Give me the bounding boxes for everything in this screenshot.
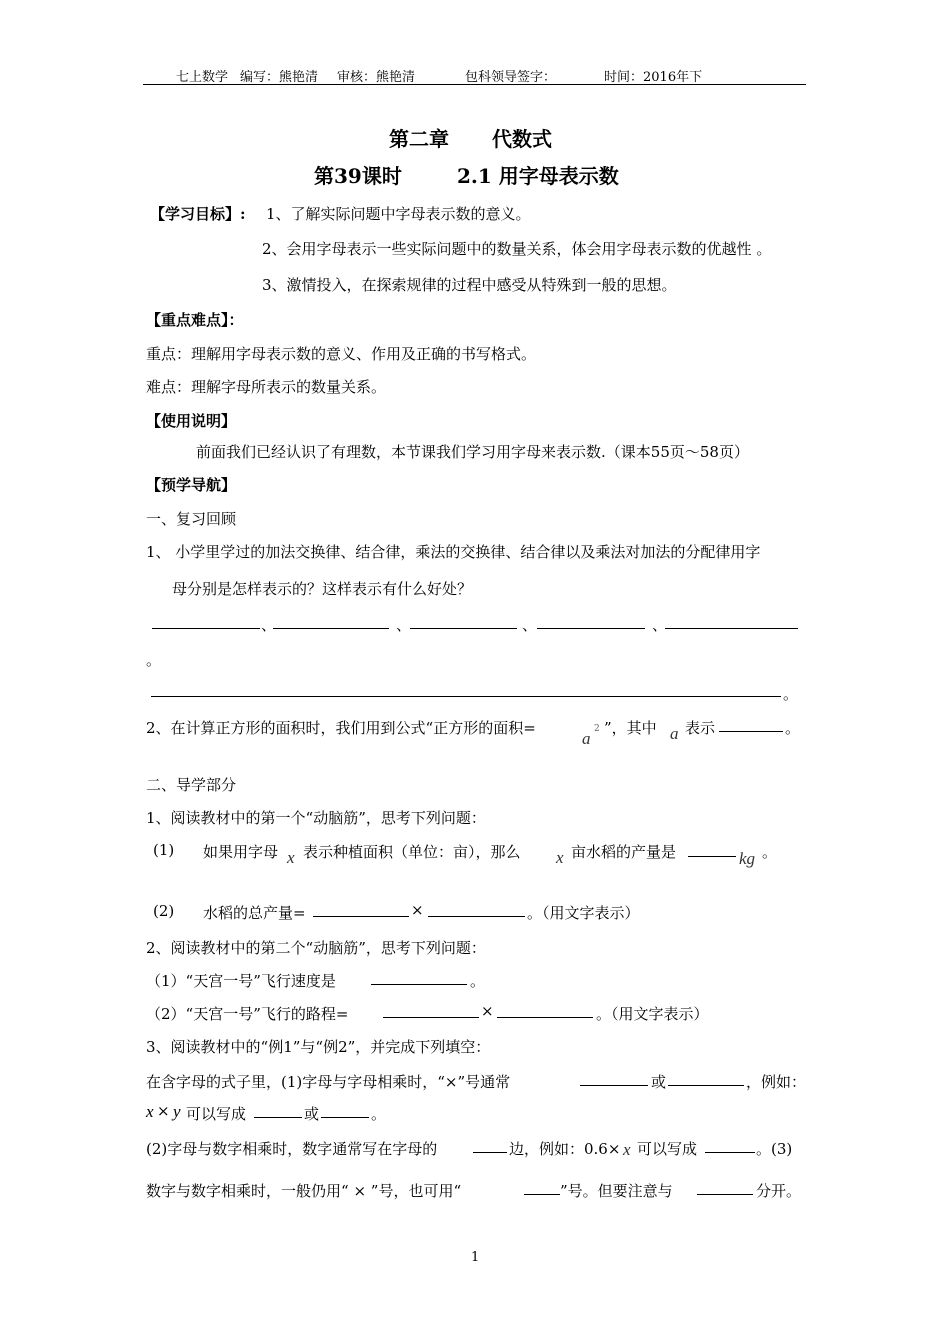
variable-y: y	[173, 1102, 181, 1121]
answer-blank[interactable]	[313, 916, 409, 917]
header-time: 时间：2016年下	[604, 70, 703, 85]
answer-blank[interactable]	[410, 628, 517, 629]
separator: 、	[652, 616, 668, 634]
rule-1-write-as: 可以写成	[186, 1105, 247, 1123]
reading-2-q1: （1）“天宫一号”飞行速度是	[146, 972, 336, 990]
variable-x: x	[556, 848, 564, 867]
usage-text: 前面我们已经认识了有理数，本节课我们学习用字母来表示数.（课本55页～58页）	[196, 443, 749, 461]
goal-item: 2、会用字母表示一些实际问题中的数量关系，体会用字母表示数的优越性 。	[262, 240, 772, 258]
preview-label: 【预学导航】	[146, 476, 237, 494]
unit-kg: kg	[739, 849, 756, 868]
chapter-name: 代数式	[492, 127, 552, 151]
answer-blank[interactable]	[688, 856, 736, 857]
hard-point: 难点：理解字母所表示的数量关系。	[146, 378, 387, 396]
question-2-mid: ”，其中	[604, 719, 657, 737]
variable-x: x	[146, 1102, 154, 1121]
header-sign: 包科领导签字：	[465, 70, 557, 85]
answer-blank[interactable]	[383, 1017, 479, 1018]
goals-label: 【学习目标】:	[150, 205, 246, 223]
period-mark: 。	[470, 972, 486, 990]
reading-1-q2-a: 水稻的总产量=	[203, 904, 306, 922]
rule-2-write-as: 可以写成	[637, 1140, 698, 1158]
answer-blank[interactable]	[537, 628, 645, 629]
rule-3-text: 数字与数字相乘时，一般仍用“ × ”号，也可用“	[146, 1182, 462, 1200]
question-2-text: 2、在计算正方形的面积时，我们用到公式“正方形的面积=	[146, 719, 536, 737]
rule-3-number: 。(3)	[756, 1140, 793, 1158]
period-mark: 。	[762, 843, 778, 861]
keypoints-label: 【重点难点】：	[146, 311, 244, 329]
section-title: 2.1 用字母表示数	[457, 164, 619, 188]
question-1-line1: 1、 小学里学过的加法交换律、结合律，乘法的交换律、结合律以及乘法对加法的分配律用字	[146, 543, 761, 561]
goal-item: 1、了解实际问题中字母表示数的意义。	[266, 205, 531, 223]
answer-blank[interactable]	[524, 1194, 560, 1195]
period-mark: 。	[785, 719, 801, 737]
rule-1-text: 在含字母的式子里，(1)字母与字母相乘时，“×”号通常	[146, 1073, 511, 1091]
reading-1-q1-a: 如果用字母	[203, 843, 279, 861]
rule-1-example: ，例如：	[746, 1073, 807, 1091]
separator: 、	[396, 616, 412, 634]
sub-number: (1)	[153, 841, 175, 859]
answer-blank[interactable]	[473, 1152, 507, 1153]
separator: 、	[522, 616, 538, 634]
lesson-number: 第39课时	[314, 164, 402, 188]
page-number: 1	[471, 1250, 480, 1265]
answer-blank[interactable]	[371, 984, 467, 985]
answer-blank[interactable]	[665, 628, 798, 629]
answer-line-long[interactable]	[151, 696, 781, 697]
header-course: 七上数学	[176, 70, 229, 85]
answer-blank[interactable]	[719, 731, 783, 732]
times-sign: ×	[411, 901, 424, 919]
part2-heading: 二、导学部分	[146, 776, 237, 794]
answer-blank[interactable]	[254, 1117, 302, 1118]
period-mark: 。	[146, 651, 162, 669]
times-sign: ×	[157, 1102, 170, 1120]
answer-blank[interactable]	[705, 1152, 755, 1153]
question-1-line2: 母分别是怎样表示的？这样表示有什么好处？	[172, 580, 473, 598]
answer-blank[interactable]	[428, 916, 525, 917]
variable-a: a	[582, 729, 591, 748]
header-reviewer: 审核：熊艳清	[337, 70, 416, 85]
rule-3-text-b: ”号。但要注意与	[560, 1182, 673, 1200]
answer-blank[interactable]	[697, 1194, 753, 1195]
rule-2-text: (2)字母与数字相乘时，数字通常写在字母的	[146, 1140, 438, 1158]
period-mark: 。	[371, 1105, 387, 1123]
usage-label: 【使用说明】	[146, 412, 237, 430]
goal-item: 3、激情投入，在探索规律的过程中感受从特殊到一般的思想。	[262, 276, 677, 294]
reading-1-q1-b: 表示种植面积（单位：亩），那么	[303, 843, 521, 861]
question-2-post: 表示	[685, 719, 716, 737]
variable-a: a	[670, 724, 679, 743]
rule-2-example: 边，例如：0.6×	[509, 1140, 621, 1158]
reading-2: 2、阅读教材中的第二个“动脑筋”，思考下列问题：	[146, 939, 486, 957]
separator: 、	[261, 616, 277, 634]
header-divider	[143, 84, 806, 85]
answer-blank[interactable]	[152, 628, 260, 629]
key-point: 重点：理解用字母表示数的意义、作用及正确的书写格式。	[146, 345, 537, 363]
reading-1-q2-b: 。（用文字表示）	[527, 904, 640, 922]
reading-1-q1-c: 亩水稻的产量是	[571, 843, 677, 861]
sub-number: (2)	[153, 902, 175, 920]
reading-3: 3、阅读教材中的“例1”与“例2”，并完成下列填空：	[146, 1038, 491, 1056]
reading-2-q2: （2）“天宫一号”飞行的路程=	[146, 1005, 349, 1023]
reading-2-q2-b: 。（用文字表示）	[596, 1005, 709, 1023]
header-author: 编写：熊艳清	[240, 70, 319, 85]
times-sign: ×	[481, 1002, 494, 1020]
period-mark: 。	[783, 685, 799, 703]
part1-heading: 一、复习回顾	[146, 510, 237, 528]
answer-blank[interactable]	[497, 1017, 593, 1018]
answer-blank[interactable]	[580, 1085, 648, 1086]
chapter-number: 第二章	[389, 127, 449, 151]
reading-1: 1、阅读教材中的第一个“动脑筋”，思考下列问题：	[146, 809, 486, 827]
variable-x: x	[623, 1140, 631, 1159]
or-word: 或	[304, 1105, 320, 1123]
rule-3-text-c: 分开。	[756, 1182, 802, 1200]
or-word: 或	[651, 1073, 667, 1091]
answer-blank[interactable]	[668, 1085, 744, 1086]
answer-blank[interactable]	[273, 628, 389, 629]
exponent-2: 2	[594, 724, 600, 734]
variable-x: x	[287, 848, 295, 867]
answer-blank[interactable]	[321, 1117, 369, 1118]
